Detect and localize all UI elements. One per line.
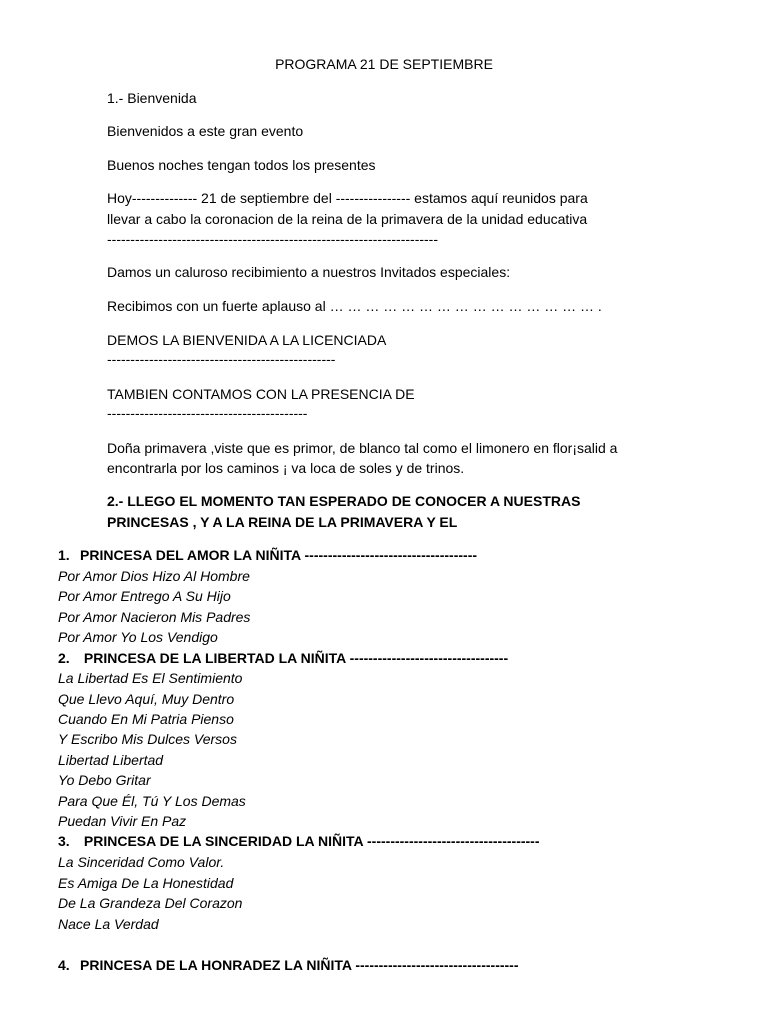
- guests-intro-line: Damos un caluroso recibimiento a nuestros Invitados especiales:: [107, 264, 511, 280]
- licenciada-blank: -------------------------------------------------: [107, 351, 336, 367]
- verse-line: Yo Debo Gritar: [58, 772, 151, 788]
- verse-line: Libertad Libertad: [58, 752, 164, 768]
- princess-title: PRINCESA DE LA LIBERTAD LA NIÑITA ----------------------------------: [80, 650, 509, 666]
- verse-line: Es Amiga De La Honestidad: [58, 875, 234, 891]
- princess-number: 3.: [58, 833, 70, 849]
- verse-line: Por Amor Nacieron Mis Padres: [58, 609, 251, 625]
- verse-line: Por Amor Dios Hizo Al Hombre: [58, 568, 250, 584]
- presence-line: TAMBIEN CONTAMOS CON LA PRESENCIA DE: [107, 386, 415, 402]
- presence-blank: -------------------------------------------: [107, 405, 308, 421]
- welcome-line: Bienvenidos a este gran evento: [107, 123, 304, 139]
- princess-number: 2.: [58, 650, 70, 666]
- princess-number: 4.: [58, 957, 70, 973]
- purpose-line: llevar a cabo la coronacion de la reina de la primavera de la unidad educativa: [107, 211, 588, 227]
- verse-line: Y Escribo Mis Dulces Versos: [58, 731, 237, 747]
- licenciada-line: DEMOS LA BIENVENIDA A LA LICENCIADA: [107, 332, 387, 348]
- page-title: PROGRAMA 21 DE SEPTIEMBRE: [275, 56, 493, 72]
- verse-line: Por Amor Entrego A Su Hijo: [58, 588, 231, 604]
- verse-line: Nace La Verdad: [58, 916, 159, 932]
- princess-title: PRINCESA DE LA SINCERIDAD LA NIÑITA -------------------------------------: [80, 833, 540, 849]
- princess-heading: [58, 648, 508, 668]
- princess-title: PRINCESA DE LA HONRADEZ LA NIÑITA -----------------------------------: [80, 957, 519, 973]
- princess-title: PRINCESA DEL AMOR LA NIÑITA -------------------------------------: [80, 547, 478, 563]
- verse-line: Puedan Vivir En Paz: [58, 813, 187, 829]
- poem-line-2: encontrarla por los caminos ¡ va loca de soles y de trinos.: [107, 460, 465, 476]
- verse-line: De La Grandeza Del Corazon: [58, 895, 243, 911]
- section-2-heading-line-2: PRINCESAS , Y A LA REINA DE LA PRIMAVERA Y EL: [107, 514, 458, 530]
- verse-line: Para Que Él, Tú Y Los Demas: [58, 793, 246, 809]
- applause-line: Recibimos con un fuerte aplauso al … … … … … … … … … … … … … … … .: [107, 298, 602, 314]
- princess-number: 1.: [58, 547, 70, 563]
- verse-line: Que Llevo Aquí, Muy Dentro: [58, 691, 235, 707]
- greeting-line: Buenos noches tengan todos los presentes: [107, 157, 376, 173]
- princess-heading: [58, 545, 477, 565]
- verse-line: Cuando En Mi Patria Pienso: [58, 711, 234, 727]
- poem-line-1: Doña primavera ,viste que es primor, de blanco tal como el limonero en flor¡salid a: [107, 440, 618, 456]
- verse-line: La Sinceridad Como Valor.: [58, 854, 225, 870]
- blank-fill-line: -----------------------------------------------------------------------: [107, 231, 439, 247]
- date-line: Hoy-------------- 21 de septiembre del ---------------- estamos aquí reunidos para: [107, 190, 588, 206]
- verse-line: La Libertad Es El Sentimiento: [58, 670, 243, 686]
- verse-line: Por Amor Yo Los Vendigo: [58, 629, 218, 645]
- section-1-heading: 1.- Bienvenida: [107, 90, 197, 106]
- princess-heading: [58, 831, 540, 851]
- princess-heading: [58, 955, 519, 975]
- section-2-heading-line-1: 2.- LLEGO EL MOMENTO TAN ESPERADO DE CONOCER A NUESTRAS: [107, 493, 581, 509]
